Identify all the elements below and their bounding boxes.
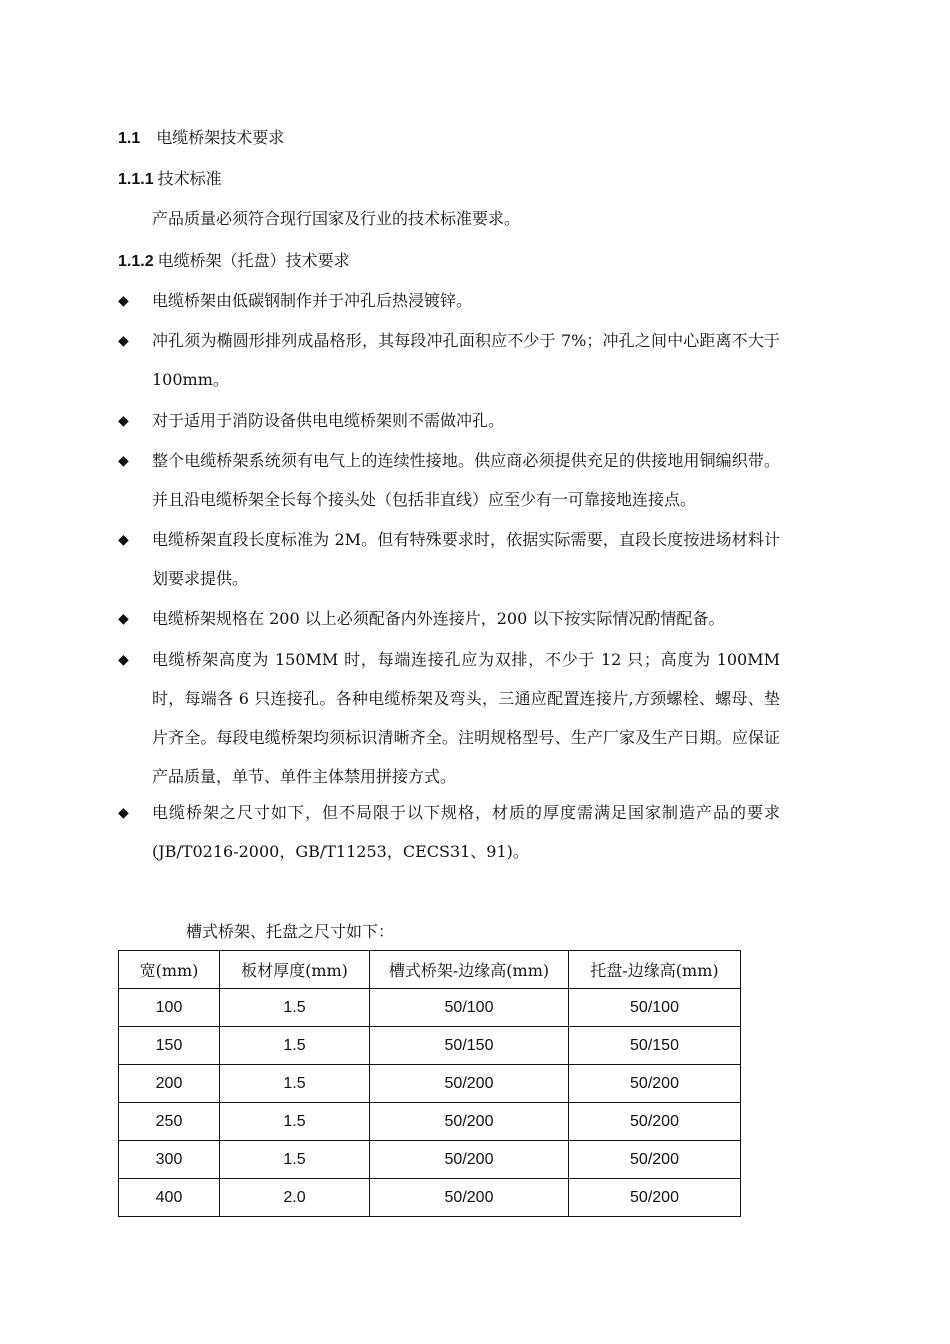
bullet-text: 电缆桥架直段长度标准为 2M。但有特殊要求时，依据实际需要，直段长度按进场材料计划要求提供。: [152, 530, 780, 588]
standard-paragraph: 产品质量必须符合现行国家及行业的技术标准要求。: [152, 209, 521, 228]
table-row: [119, 1179, 741, 1217]
subsection-number: 1.1.1: [118, 171, 154, 188]
table-header-row: [119, 951, 741, 989]
column-header-tray-edge-height: 托盘-边缘高(mm): [569, 951, 741, 989]
subsection-heading-requirements: [118, 251, 350, 272]
table-cell: 50/150: [370, 1027, 569, 1065]
table-cell: 50/200: [569, 1141, 741, 1179]
bullet-text: 整个电缆桥架系统须有电气上的连续性接地。供应商必须提供充足的供接地用铜编织带。并且沿电缆桥架全长每个接头处（包括非直线）应至少有一可靠接地连接点。: [152, 451, 780, 509]
diamond-bullet-icon: ◆: [118, 805, 129, 821]
table-cell: 100: [119, 989, 220, 1027]
subsection-title: 技术标准: [157, 169, 222, 188]
table-cell: 50/100: [370, 989, 569, 1027]
table-row: [119, 1027, 741, 1065]
column-header-thickness: 板材厚度(mm): [220, 951, 370, 989]
diamond-bullet-icon: ◆: [118, 652, 129, 668]
table-cell: 250: [119, 1103, 220, 1141]
subsection-heading-standard: [118, 169, 222, 190]
table-cell: 2.0: [220, 1179, 370, 1217]
table-cell: 1.5: [220, 1141, 370, 1179]
bullet-text: 电缆桥架由低碳钢制作并于冲孔后热浸镀锌。: [152, 291, 473, 310]
table-cell: 1.5: [220, 1103, 370, 1141]
diamond-bullet-icon: ◆: [118, 293, 129, 309]
bullet-text: 电缆桥架规格在 200 以上必须配备内外连接片，200 以下按实际情况酌情配备。: [152, 609, 725, 628]
bullet-text: 电缆桥架之尺寸如下，但不局限于以下规格，材质的厚度需满足国家制造产品的要求(JB/T0216-2000，GB/T11253，CECS31、91)。: [152, 803, 780, 861]
table-cell: 400: [119, 1179, 220, 1217]
table-row: [119, 1141, 741, 1179]
table-cell: 50/150: [569, 1027, 741, 1065]
bullet-text: 对于适用于消防设备供电电缆桥架则不需做冲孔。: [152, 411, 505, 430]
table-cell: 150: [119, 1027, 220, 1065]
table-row: [119, 989, 741, 1027]
table-cell: 1.5: [220, 1027, 370, 1065]
section-heading: [118, 128, 284, 149]
table-cell: 50/200: [370, 1103, 569, 1141]
table-caption: 槽式桥架、托盘之尺寸如下：: [186, 922, 395, 941]
table-cell: 300: [119, 1141, 220, 1179]
table-cell: 50/100: [569, 989, 741, 1027]
subsection-title: 电缆桥架（托盘）技术要求: [157, 251, 350, 270]
table-cell: 50/200: [370, 1179, 569, 1217]
table-cell: 50/200: [370, 1065, 569, 1103]
diamond-bullet-icon: ◆: [118, 413, 129, 429]
table-cell: 1.5: [220, 1065, 370, 1103]
bullet-text: 电缆桥架高度为 150MM 时，每端连接孔应为双排，不少于 12 只；高度为 100MM 时，每端各 6 只连接孔。各种电缆桥架及弯头，三通应配置连接片,方颈螺栓、螺母、垫片齐全。每段电缆桥架均须标识清晰齐全。注明规格型号、生产厂家及生产日期。应保证产品质量，单节、单件主体禁用拼接方式。: [152, 650, 780, 786]
table-cell: 200: [119, 1065, 220, 1103]
column-header-trough-edge-height: 槽式桥架-边缘高(mm): [370, 951, 569, 989]
size-table: [118, 950, 741, 1217]
table-cell: 50/200: [569, 1103, 741, 1141]
column-header-width: 宽(mm): [119, 951, 220, 989]
diamond-bullet-icon: ◆: [118, 333, 129, 349]
table-cell: 50/200: [569, 1179, 741, 1217]
section-number: 1.1: [118, 130, 141, 147]
table-cell: 1.5: [220, 989, 370, 1027]
diamond-bullet-icon: ◆: [118, 532, 129, 548]
subsection-number: 1.1.2: [118, 253, 154, 270]
diamond-bullet-icon: ◆: [118, 453, 129, 469]
section-title: 电缆桥架技术要求: [156, 128, 285, 147]
table-row: [119, 1103, 741, 1141]
bullet-text: 冲孔须为椭圆形排列成晶格形，其每段冲孔面积应不少于 7%；冲孔之间中心距离不大于 100mm。: [152, 331, 780, 389]
table-cell: 50/200: [370, 1141, 569, 1179]
diamond-bullet-icon: ◆: [118, 611, 129, 627]
table-row: [119, 1065, 741, 1103]
table-cell: 50/200: [569, 1065, 741, 1103]
